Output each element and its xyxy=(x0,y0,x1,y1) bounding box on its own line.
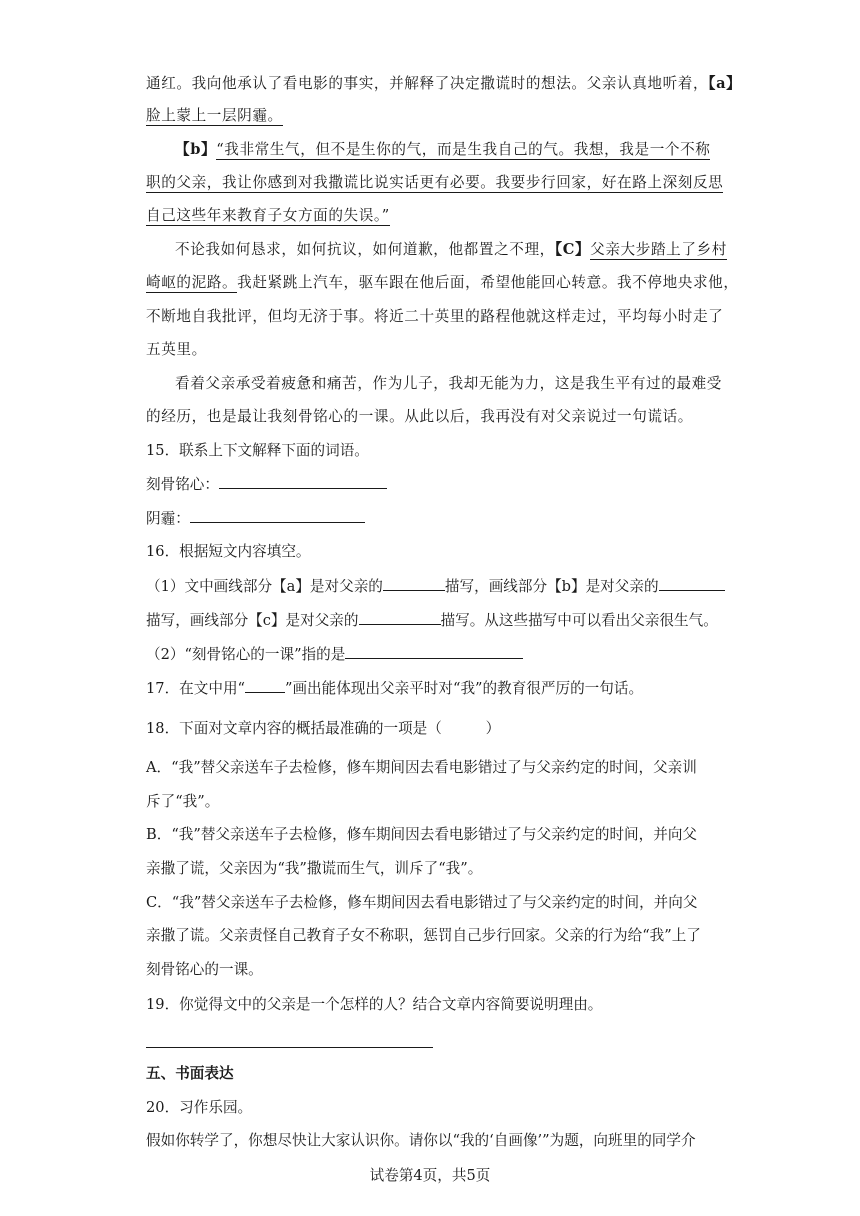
passage-line xyxy=(175,240,727,260)
label: 刻骨铭心： xyxy=(146,476,219,493)
passage-line xyxy=(146,74,741,94)
mark-b: 【b】 xyxy=(175,141,217,158)
question-20: 20．习作乐园。 xyxy=(146,1099,253,1116)
text: 五英里。 xyxy=(146,341,207,358)
underlined-c: 父亲大步踏上了乡村 xyxy=(590,241,727,258)
text: 描写，画线部分【c】是对父亲的 xyxy=(146,612,359,629)
mark-a: 【a】 xyxy=(708,75,742,92)
passage-line xyxy=(146,407,693,427)
q18-option-a[interactable]: A．“我”替父亲送车子去检修，修车期间因去看电影错过了与父亲约定的时间，父亲训 xyxy=(146,759,697,776)
passage-line xyxy=(175,140,710,160)
q18-option-c[interactable]: C．“我”替父亲送车子去检修，修车期间因去看电影错过了与父亲约定的时间，并向父 xyxy=(146,894,698,911)
passage-line xyxy=(146,173,723,193)
q18-option-c-cont: 刻骨铭心的一课。 xyxy=(146,961,263,978)
text: 17．在文中用“ xyxy=(146,680,245,697)
text: ”画出能体现出父亲平时对“我”的教育很严厉的一句话。 xyxy=(285,680,644,697)
underlined-a: 脸上蒙上一层阴霾。 xyxy=(146,107,283,124)
question-19: 19．你觉得文中的父亲是一个怎样的人？结合文章内容简要说明理由。 xyxy=(146,996,603,1013)
text: （2）“刻骨铭心的一课”指的是 xyxy=(146,646,346,663)
text: 的经历，也是最让我刻骨铭心的一课。从此以后，我再没有对父亲说过一句谎话。 xyxy=(146,408,693,425)
q16-item-1 xyxy=(146,576,725,597)
text: 不断地自我批评，但均无济于事。将近二十英里的路程他就这样走过，平均每小时走了 xyxy=(146,308,724,325)
answer-line[interactable] xyxy=(146,1047,433,1048)
answer-blank[interactable] xyxy=(345,644,523,659)
text: 不论我如何恳求，如何抗议，如何道歉，他都置之不理， xyxy=(175,241,555,258)
underlined-c: 崎岖的泥路。 xyxy=(146,274,238,291)
underlined-b: 自己这些年来教育子女方面的失误。” xyxy=(146,207,390,224)
answer-blank[interactable] xyxy=(383,576,445,591)
q16-item-1-cont xyxy=(146,610,718,631)
q18-option-b-cont: 亲撒了谎，父亲因为“我”撒谎而生气，训斥了“我”。 xyxy=(146,860,483,877)
q18-option-a-cont: 斥了“我”。 xyxy=(146,793,220,810)
page-footer: 试卷第4页，共5页 xyxy=(369,1167,491,1184)
question-17 xyxy=(146,678,643,699)
text: 看着父亲承受着疲惫和痛苦，作为儿子，我却无能为力，这是我生平有过的最难受 xyxy=(175,375,722,392)
text: 描写，画线部分【b】是对父亲的 xyxy=(444,578,659,595)
q18-option-b[interactable]: B．“我”替父亲送车子去检修，修车期间因去看电影错过了与父亲约定的时间，并向父 xyxy=(146,826,698,843)
text: 我赶紧跳上汽车，驱车跟在他后面，希望他能回心转意。我不停地央求他， xyxy=(237,274,739,291)
underlined-b: “我非常生气，但不是生你的气，而是生我自己的气。我想，我是一个不称 xyxy=(216,141,711,158)
q18-option-c-cont: 亲撒了谎。父亲责怪自己教育子女不称职，惩罚自己步行回家。父亲的行为给“我”上了 xyxy=(146,927,701,944)
q15-item-1 xyxy=(146,474,387,495)
section-heading: 五、书面表达 xyxy=(146,1065,234,1082)
mark-c: 【C】 xyxy=(554,241,591,258)
question-15: 15．联系上下文解释下面的词语。 xyxy=(146,442,369,459)
passage-line xyxy=(146,206,390,226)
text: （1）文中画线部分【a】是对父亲的 xyxy=(146,578,383,595)
answer-blank[interactable] xyxy=(219,474,387,489)
passage-line xyxy=(146,340,207,360)
question-18: 18．下面对文章内容的概括最准确的一项是（ ） xyxy=(146,720,501,737)
answer-blank[interactable] xyxy=(659,576,725,591)
passage-line xyxy=(175,374,722,394)
text: 通红。我向他承认了看电影的事实，并解释了决定撒谎时的想法。父亲认真地听着， xyxy=(146,75,709,92)
answer-blank[interactable] xyxy=(359,610,441,625)
label: 阴霾： xyxy=(146,510,190,527)
question-16: 16．根据短文内容填空。 xyxy=(146,543,311,560)
underlined-b: 职的父亲，我让你感到对我撒谎比说实话更有必要。我要步行回家，好在路上深刻反思 xyxy=(146,174,724,191)
q15-item-2 xyxy=(146,508,365,529)
passage-line xyxy=(146,106,283,126)
question-20-text: 假如你转学了，你想尽快让大家认识你。请你以“我的‘自画像’”为题，向班里的同学介 xyxy=(146,1132,696,1149)
q16-item-2 xyxy=(146,644,523,665)
passage-line xyxy=(146,307,723,327)
passage-line xyxy=(146,273,739,293)
answer-blank[interactable] xyxy=(190,508,365,523)
text: 描写。从这些描写中可以看出父亲很生气。 xyxy=(440,612,718,629)
underline-sample xyxy=(245,678,285,693)
